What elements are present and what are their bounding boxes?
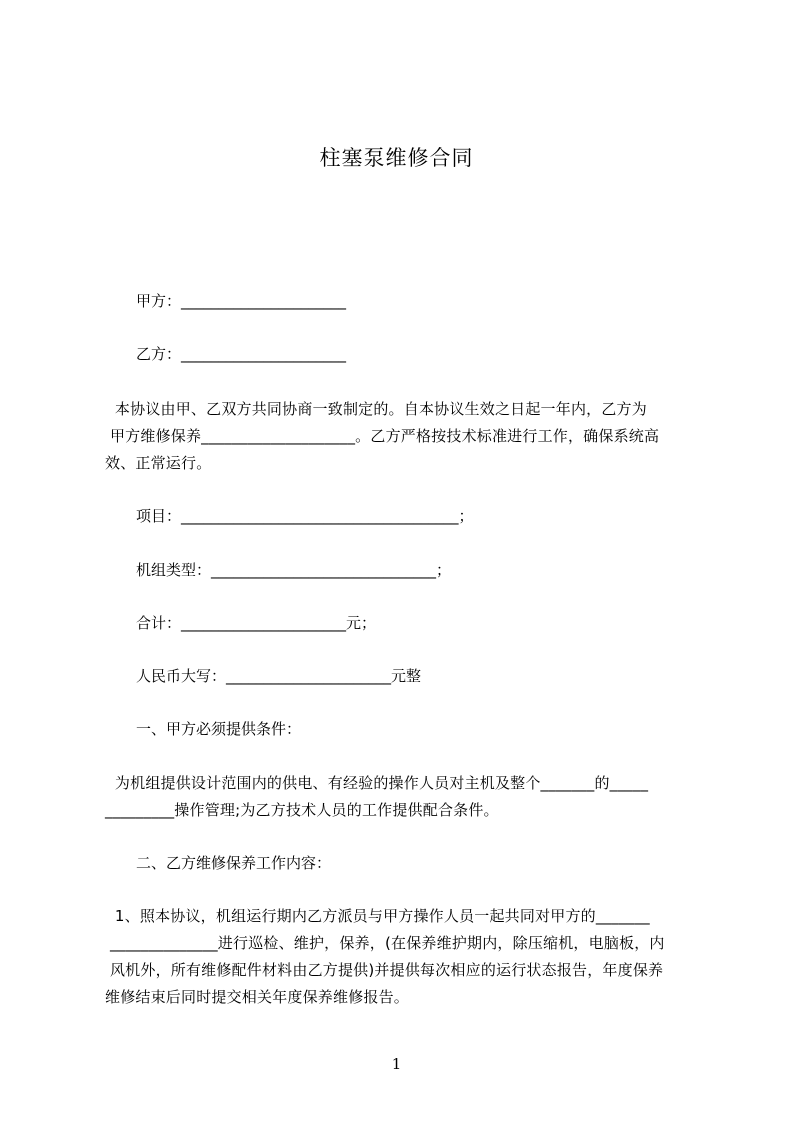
section-2-line-1: 1、照本协议，机组运行期内乙方派员与甲方操作人员一起共同对甲方的_______ xyxy=(105,907,650,925)
party-a-line: 甲方：______________________ xyxy=(136,292,347,310)
contract-title: 柱塞泵维修合同 xyxy=(319,146,474,170)
section-2-heading: 二、乙方维修保养工作内容： xyxy=(136,854,332,872)
intro-line-1: 本协议由甲、乙双方共同协商一致制定的。自本协议生效之日起一年内，乙方为 xyxy=(105,400,647,418)
section-2-line-2: ______________进行巡检、维护，保养，(在保养维护期内，除压缩机，电脑板，内 xyxy=(105,934,665,952)
section-1-line-1: 为机组提供设计范围内的供电、有经验的操作人员对主机及整个_______的_____ xyxy=(105,774,649,792)
page-number: 1 xyxy=(391,1055,402,1073)
project-line: 项目：_____________________________________； xyxy=(136,507,474,525)
intro-line-3: 效、正常运行。 xyxy=(105,454,212,472)
section-1-line-2: _________操作管理;为乙方技术人员的工作提供配合条件。 xyxy=(105,801,499,819)
intro-line-2: 甲方维修保养____________________。乙方严格按技术标准进行工作，确保系统高 xyxy=(105,427,660,445)
section-1-heading: 一、甲方必须提供条件： xyxy=(136,720,302,738)
section-2-line-4: 维修结束后同时提交相关年度保养维修报告。 xyxy=(105,988,410,1006)
rmb-upper-line: 人民币大写：______________________元整 xyxy=(136,667,422,685)
section-2-line-3: 风机外，所有维修配件材料由乙方提供)并提供每次相应的运行状态报告，年度保养 xyxy=(105,961,664,979)
unit-type-line: 机组类型：______________________________； xyxy=(136,561,452,579)
party-b-line: 乙方：______________________ xyxy=(136,345,347,363)
total-line: 合计：______________________元； xyxy=(136,614,377,632)
